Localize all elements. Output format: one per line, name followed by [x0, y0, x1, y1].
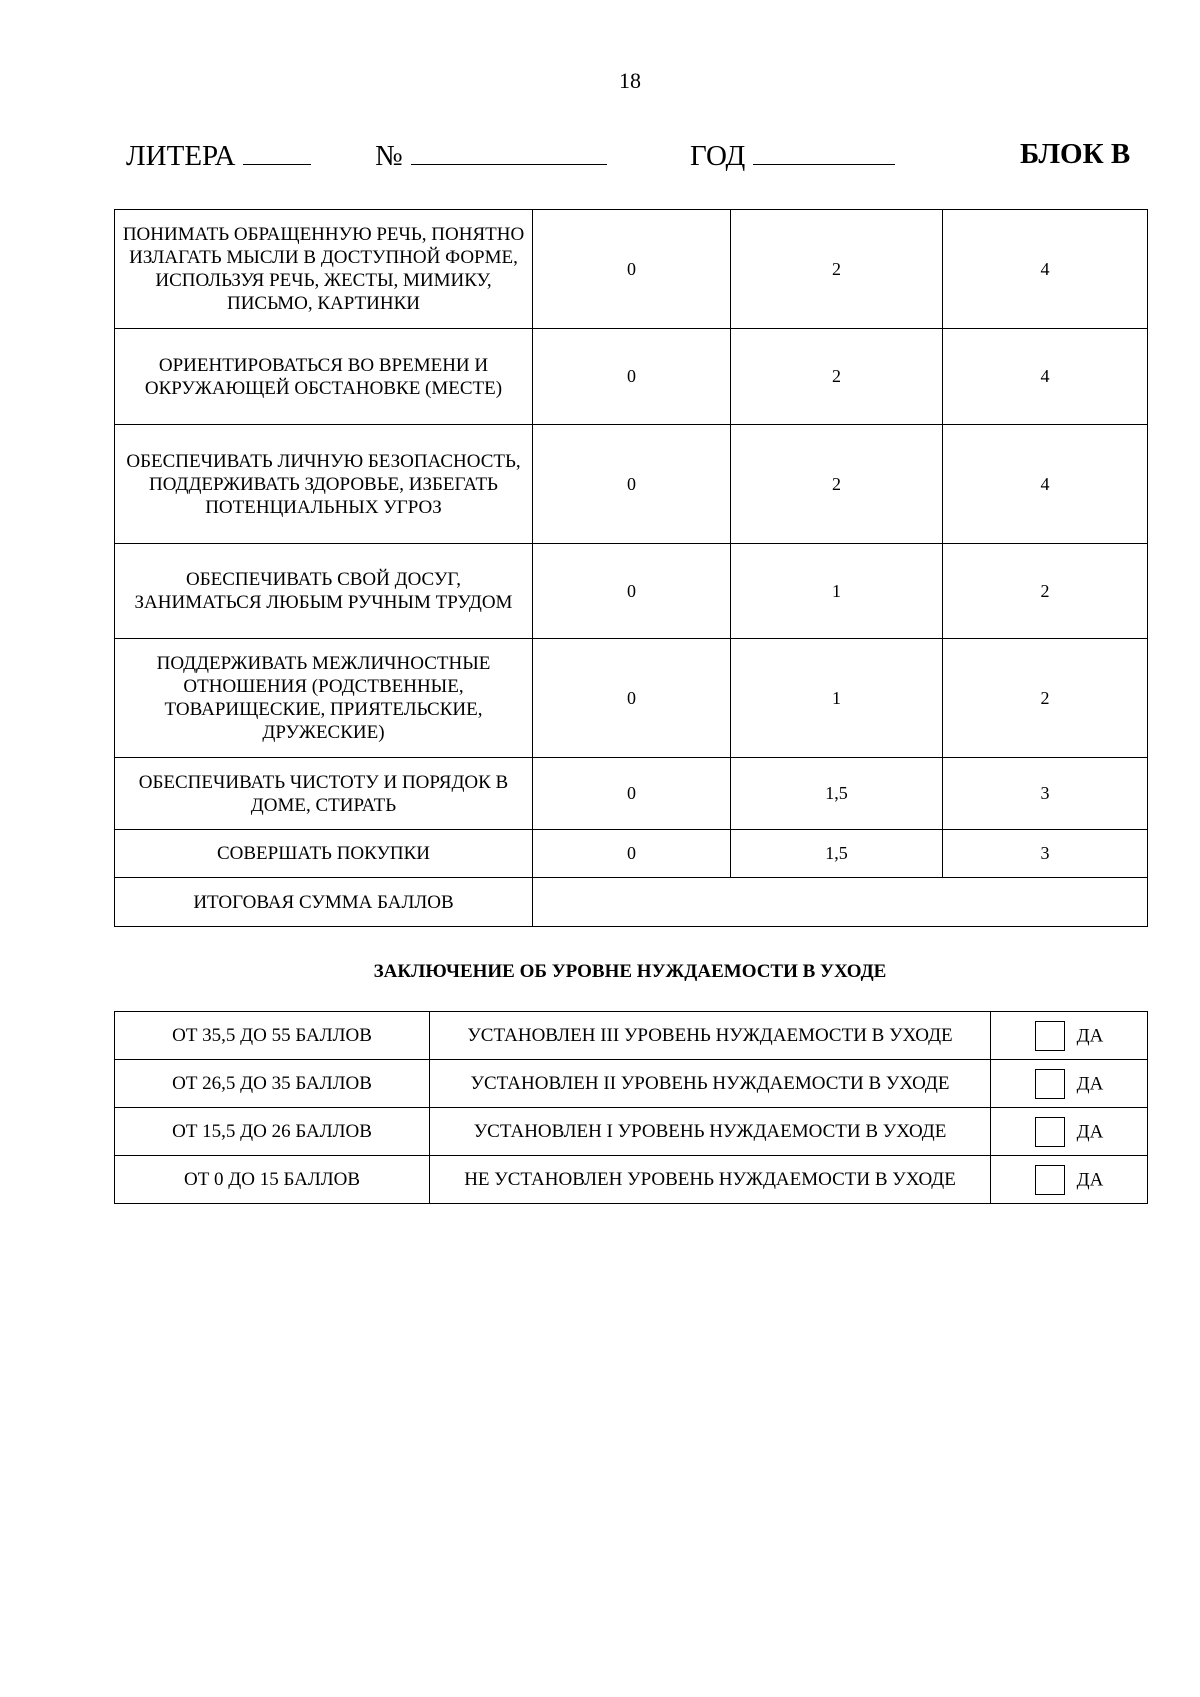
score-cell[interactable]: 0	[533, 830, 731, 878]
ability-label: ПОДДЕРЖИВАТЬ МЕЖЛИЧНОСТНЫЕ ОТНОШЕНИЯ (РОДСТВЕННЫЕ, ТОВАРИЩЕСКИЕ, ПРИЯТЕЛЬСКИЕ, ДРУЖЕСКИЕ)	[115, 639, 533, 758]
total-label: ИТОГОВАЯ СУММА БАЛЛОВ	[115, 878, 533, 927]
table-row	[115, 1156, 1148, 1204]
yes-option	[991, 1012, 1148, 1060]
table-row	[115, 1012, 1148, 1060]
score-table	[114, 209, 1148, 927]
score-cell[interactable]: 4	[943, 425, 1148, 544]
number-label: №	[375, 140, 403, 172]
yes-checkbox[interactable]	[1035, 1069, 1065, 1099]
ability-label: ОРИЕНТИРОВАТЬСЯ ВО ВРЕМЕНИ И ОКРУЖАЮЩЕЙ ОБСТАНОВКЕ (МЕСТЕ)	[115, 329, 533, 425]
yes-option	[991, 1060, 1148, 1108]
table-row	[115, 544, 1148, 639]
ability-label: ПОНИМАТЬ ОБРАЩЕННУЮ РЕЧЬ, ПОНЯТНО ИЗЛАГАТЬ МЫСЛИ В ДОСТУПНОЙ ФОРМЕ, ИСПОЛЬЗУЯ РЕЧЬ, ЖЕСТЫ, МИМИКУ, ПИСЬМО, КАРТИНКИ	[115, 210, 533, 329]
table-row	[115, 1060, 1148, 1108]
litera-blank[interactable]	[243, 138, 311, 165]
total-value-field[interactable]	[533, 878, 1148, 927]
score-cell[interactable]: 0	[533, 544, 731, 639]
table-row	[115, 1108, 1148, 1156]
score-cell[interactable]: 0	[533, 758, 731, 830]
score-range: ОТ 0 ДО 15 БАЛЛОВ	[115, 1156, 430, 1204]
care-level-result: УСТАНОВЛЕН II УРОВЕНЬ НУЖДАЕМОСТИ В УХОДЕ	[430, 1060, 991, 1108]
block-label: БЛОК В	[1020, 138, 1131, 170]
score-cell[interactable]: 4	[943, 329, 1148, 425]
year-field	[690, 138, 895, 173]
page-number: 18	[619, 68, 641, 93]
score-cell[interactable]: 2	[731, 210, 943, 329]
score-cell[interactable]: 4	[943, 210, 1148, 329]
conclusion-title: ЗАКЛЮЧЕНИЕ ОБ УРОВНЕ НУЖДАЕМОСТИ В УХОДЕ	[373, 961, 887, 982]
conclusion-table	[114, 1011, 1148, 1204]
yes-checkbox[interactable]	[1035, 1021, 1065, 1051]
litera-field	[126, 138, 311, 173]
score-cell[interactable]: 2	[943, 544, 1148, 639]
score-range: ОТ 15,5 ДО 26 БАЛЛОВ	[115, 1108, 430, 1156]
table-row	[115, 210, 1148, 329]
score-cell[interactable]: 3	[943, 830, 1148, 878]
table-row	[115, 830, 1148, 878]
yes-checkbox[interactable]	[1035, 1117, 1065, 1147]
care-level-result: УСТАНОВЛЕН III УРОВЕНЬ НУЖДАЕМОСТИ В УХОДЕ	[430, 1012, 991, 1060]
score-cell[interactable]: 0	[533, 639, 731, 758]
yes-checkbox[interactable]	[1035, 1165, 1065, 1195]
ability-label: ОБЕСПЕЧИВАТЬ ЛИЧНУЮ БЕЗОПАСНОСТЬ, ПОДДЕРЖИВАТЬ ЗДОРОВЬЕ, ИЗБЕГАТЬ ПОТЕНЦИАЛЬНЫХ УГРОЗ	[115, 425, 533, 544]
table-row	[115, 758, 1148, 830]
year-label: ГОД	[690, 140, 746, 172]
ability-label: ОБЕСПЕЧИВАТЬ ЧИСТОТУ И ПОРЯДОК В ДОМЕ, СТИРАТЬ	[115, 758, 533, 830]
table-row	[115, 639, 1148, 758]
score-cell[interactable]: 0	[533, 329, 731, 425]
yes-label: ДА	[1076, 1025, 1104, 1046]
care-level-result: УСТАНОВЛЕН I УРОВЕНЬ НУЖДАЕМОСТИ В УХОДЕ	[430, 1108, 991, 1156]
litera-label: ЛИТЕРА	[126, 140, 236, 172]
number-blank[interactable]	[411, 138, 607, 165]
score-cell[interactable]: 3	[943, 758, 1148, 830]
year-blank[interactable]	[753, 138, 895, 165]
yes-label: ДА	[1076, 1121, 1104, 1142]
ability-label: СОВЕРШАТЬ ПОКУПКИ	[115, 830, 533, 878]
number-field	[375, 138, 607, 173]
score-cell[interactable]: 1	[731, 544, 943, 639]
score-cell[interactable]: 1,5	[731, 758, 943, 830]
yes-option	[991, 1156, 1148, 1204]
score-range: ОТ 26,5 ДО 35 БАЛЛОВ	[115, 1060, 430, 1108]
score-range: ОТ 35,5 ДО 55 БАЛЛОВ	[115, 1012, 430, 1060]
total-row	[115, 878, 1148, 927]
table-row	[115, 425, 1148, 544]
care-level-result: НЕ УСТАНОВЛЕН УРОВЕНЬ НУЖДАЕМОСТИ В УХОДЕ	[430, 1156, 991, 1204]
score-cell[interactable]: 1,5	[731, 830, 943, 878]
score-cell[interactable]: 0	[533, 425, 731, 544]
yes-option	[991, 1108, 1148, 1156]
table-row	[115, 329, 1148, 425]
score-cell[interactable]: 2	[731, 425, 943, 544]
score-cell[interactable]: 2	[943, 639, 1148, 758]
yes-label: ДА	[1076, 1073, 1104, 1094]
score-cell[interactable]: 0	[533, 210, 731, 329]
score-cell[interactable]: 1	[731, 639, 943, 758]
ability-label: ОБЕСПЕЧИВАТЬ СВОЙ ДОСУГ, ЗАНИМАТЬСЯ ЛЮБЫМ РУЧНЫМ ТРУДОМ	[115, 544, 533, 639]
yes-label: ДА	[1076, 1169, 1104, 1190]
score-cell[interactable]: 2	[731, 329, 943, 425]
